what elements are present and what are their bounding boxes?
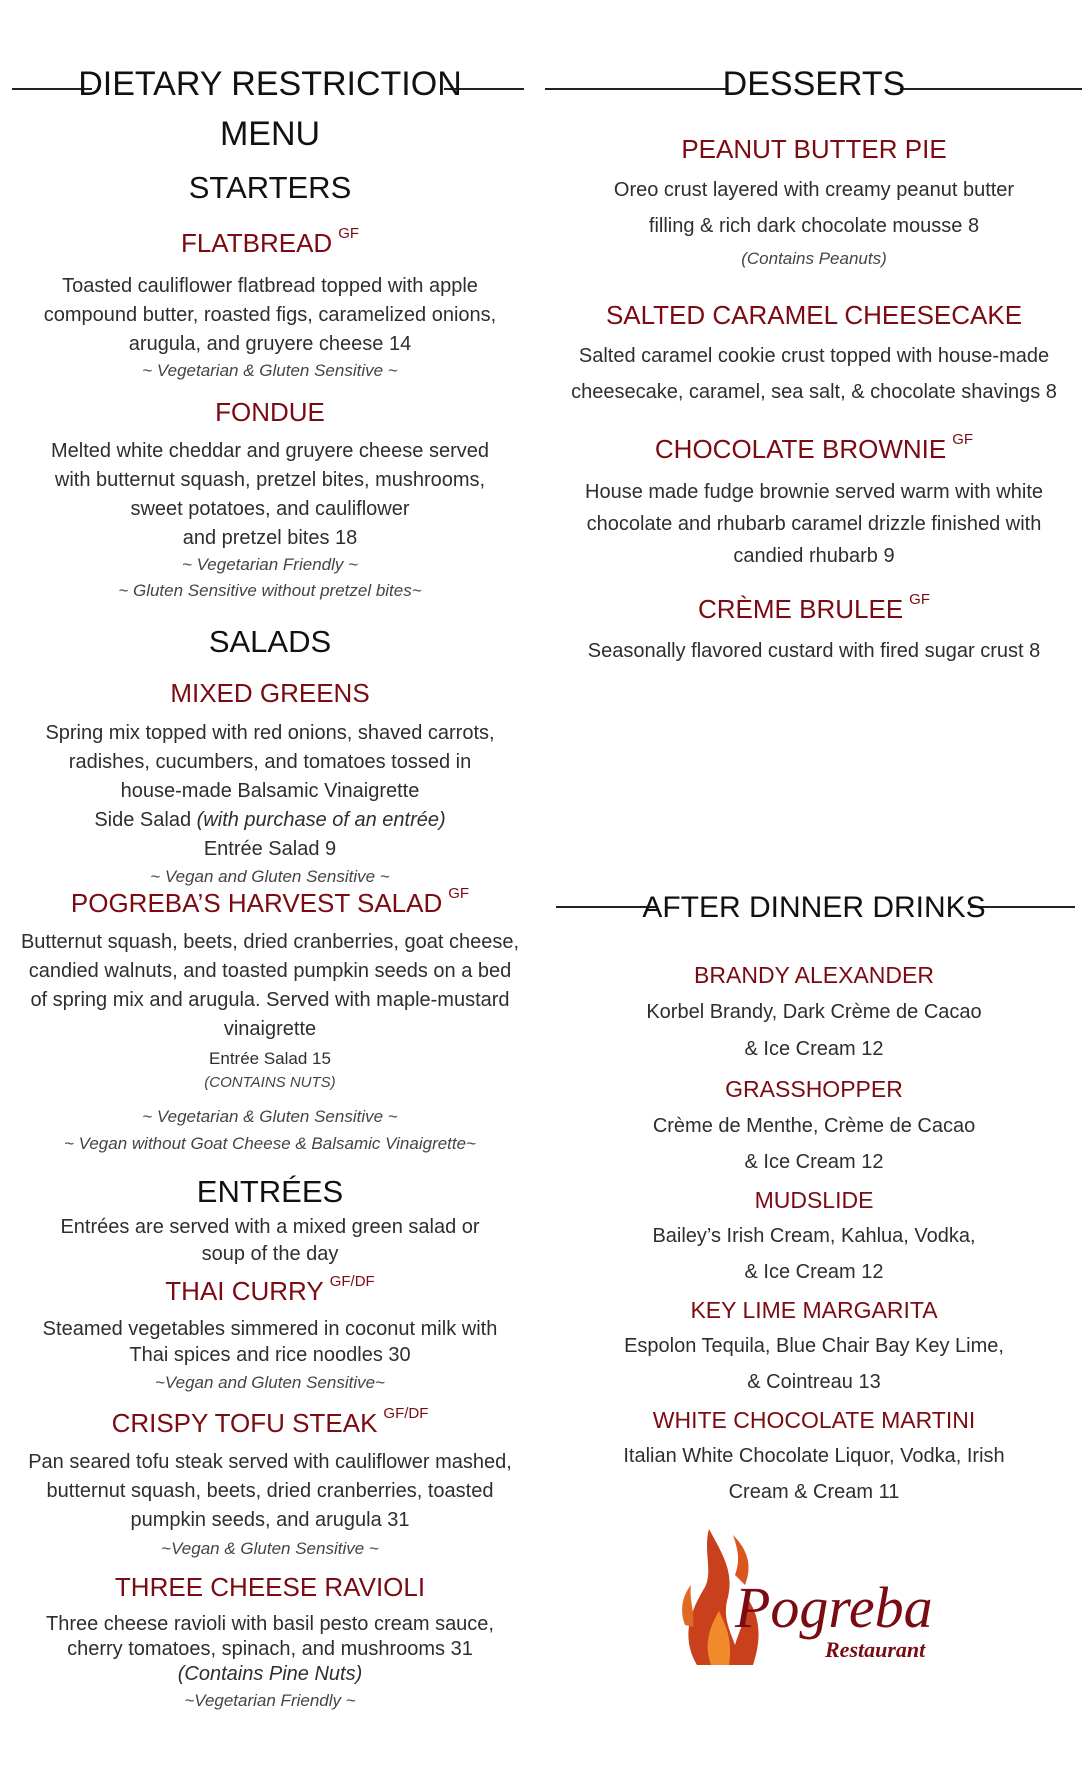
thai-curry-title <box>0 1273 540 1307</box>
creme-brulee-desc: Seasonally flavored custard with fired sugar crust 8 <box>587 640 1041 662</box>
salted-caramel-title: SALTED CARAMEL CHEESECAKE <box>605 300 1023 330</box>
tofu-steak-name: CRISPY TOFU STEAK <box>111 1408 378 1438</box>
fondue-title: FONDUE <box>215 397 325 427</box>
drink-price: & Ice Cream 12 <box>744 1261 884 1283</box>
side-salad-line <box>12 806 528 835</box>
drink-ingredients: Italian White Chocolate Liquor, Vodka, Irish <box>623 1445 1005 1467</box>
harvest-salad-name: POGREBA’S HARVEST SALAD <box>70 888 443 918</box>
mixed-greens-title: MIXED GREENS <box>170 678 370 708</box>
entrees-heading: ENTRÉES <box>196 1174 344 1209</box>
gf-df-tag: GF/DF <box>329 1273 375 1291</box>
fondue-note-gluten: ~ Gluten Sensitive without pretzel bites~ <box>118 581 422 600</box>
peanut-butter-pie-note: (Contains Peanuts) <box>741 249 887 268</box>
drink-price: & Ice Cream 12 <box>744 1151 884 1173</box>
tofu-steak-note: ~Vegan & Gluten Sensitive ~ <box>161 1539 379 1558</box>
logo-subtitle: Restaurant <box>825 1637 926 1662</box>
gf-tag: GF <box>448 885 470 903</box>
harvest-salad-title <box>0 885 540 919</box>
menu-title-line1: DIETARY RESTRICTION <box>78 65 462 103</box>
drink-ingredients: Korbel Brandy, Dark Crème de Cacao <box>646 1001 982 1023</box>
flatbread-name: FLATBREAD <box>180 228 333 258</box>
thai-curry-desc: Steamed vegetables simmered in coconut milk with Thai spices and rice noodles 30 <box>42 1318 498 1366</box>
drink-price: Cream & Cream 11 <box>728 1481 900 1503</box>
drink-title: GRASSHOPPER <box>725 1076 903 1102</box>
menu-title-line2: MENU <box>219 115 321 153</box>
salted-caramel-desc: Salted caramel cookie crust topped with house-made cheesecake, caramel, sea salt, & chocolate shavings 8 <box>571 345 1057 403</box>
drink-price: & Ice Cream 12 <box>744 1038 884 1060</box>
drink-price: & Cointreau 13 <box>747 1371 881 1393</box>
drinks-heading: AFTER DINNER DRINKS <box>642 891 986 924</box>
harvest-salad-entree-price: Entrée Salad 15 <box>209 1049 331 1068</box>
gf-tag: GF <box>952 431 974 449</box>
ravioli-contains: (Contains Pine Nuts) <box>177 1663 363 1685</box>
drink-ingredients: Bailey’s Irish Cream, Kahlua, Vodka, <box>652 1225 976 1247</box>
pogreba-logo <box>675 1515 955 1675</box>
mixed-greens-desc: Spring mix topped with red onions, shaved carrots, radishes, cucumbers, and tomatoes tossed in house-made Balsamic Vinaigrette <box>45 722 495 802</box>
ravioli-title: THREE CHEESE RAVIOLI <box>114 1572 426 1602</box>
brownie-title <box>540 431 1088 465</box>
desserts-heading: DESSERTS <box>722 65 906 103</box>
side-salad-note: (with purchase of an entrée) <box>196 809 446 831</box>
drink-ingredients: Crème de Menthe, Crème de Cacao <box>652 1115 976 1137</box>
starters-heading: STARTERS <box>188 170 352 205</box>
creme-brulee-name: CRÈME BRULEE <box>698 594 904 624</box>
thai-curry-note: ~Vegan and Gluten Sensitive~ <box>155 1373 385 1392</box>
mixed-greens-entree-price: Entrée Salad 9 <box>203 838 337 860</box>
entrees-subtitle: Entrées are served with a mixed green salad or soup of the day <box>60 1216 480 1265</box>
gf-tag: GF <box>338 225 360 243</box>
drink-title: KEY LIME MARGARITA <box>690 1297 938 1323</box>
harvest-salad-desc: Butternut squash, beets, dried cranberries, goat cheese, candied walnuts, and toasted pumpkin seeds on a bed of spring mix and arugula. Served with maple-mustard vinaigrette <box>20 931 520 1040</box>
drink-title: WHITE CHOCOLATE MARTINI <box>652 1407 976 1433</box>
flatbread-title <box>0 225 540 259</box>
tofu-steak-title <box>0 1405 540 1439</box>
harvest-salad-note-vegetarian: ~ Vegetarian & Gluten Sensitive ~ <box>142 1107 398 1126</box>
harvest-salad-contains: (CONTAINS NUTS) <box>204 1074 336 1091</box>
salads-heading: SALADS <box>208 624 332 659</box>
ravioli-note: ~Vegetarian Friendly ~ <box>184 1691 356 1710</box>
peanut-butter-pie-title: PEANUT BUTTER PIE <box>681 134 947 164</box>
thai-curry-name: THAI CURRY <box>165 1276 324 1306</box>
brownie-desc: House made fudge brownie served warm with white chocolate and rhubarb caramel drizzle finished with candied rhubarb 9 <box>585 481 1043 567</box>
gf-tag: GF <box>909 591 930 609</box>
tofu-steak-desc: Pan seared tofu steak served with cauliflower mashed, butternut squash, beets, dried cranberries, toasted pumpkin seeds, and arugula 31 <box>28 1451 512 1531</box>
peanut-butter-pie-desc: Oreo crust layered with creamy peanut butter filling & rich dark chocolate mousse 8 <box>613 179 1015 237</box>
logo-wordmark: Pogreba <box>735 1575 933 1640</box>
brownie-name: CHOCOLATE BROWNIE <box>654 434 947 464</box>
side-salad-label: Side Salad <box>94 809 192 831</box>
creme-brulee-title <box>540 591 1088 625</box>
flatbread-note: ~ Vegetarian & Gluten Sensitive ~ <box>142 361 398 380</box>
drink-title: MUDSLIDE <box>754 1187 874 1213</box>
harvest-salad-note-vegan: ~ Vegan without Goat Cheese & Balsamic Vinaigrette~ <box>63 1134 477 1153</box>
fondue-desc: Melted white cheddar and gruyere cheese served with butternut squash, pretzel bites, mushrooms, sweet potatoes, and cauliflower and pretzel bites 18 <box>50 440 490 549</box>
gf-df-tag: GF/DF <box>383 1405 429 1423</box>
ravioli-desc: Three cheese ravioli with basil pesto cream sauce, cherry tomatoes, spinach, and mushrooms 31 <box>46 1613 494 1660</box>
drink-title: BRANDY ALEXANDER <box>694 962 934 988</box>
mixed-greens-note: ~ Vegan and Gluten Sensitive ~ <box>150 867 390 886</box>
drink-ingredients: Espolon Tequila, Blue Chair Bay Key Lime, <box>624 1335 1004 1357</box>
fondue-note-vegetarian: ~ Vegetarian Friendly ~ <box>181 555 359 574</box>
flatbread-desc: Toasted cauliflower flatbread topped with apple compound butter, roasted figs, caramelized onions, arugula, and gruyere cheese 14 <box>43 275 497 355</box>
